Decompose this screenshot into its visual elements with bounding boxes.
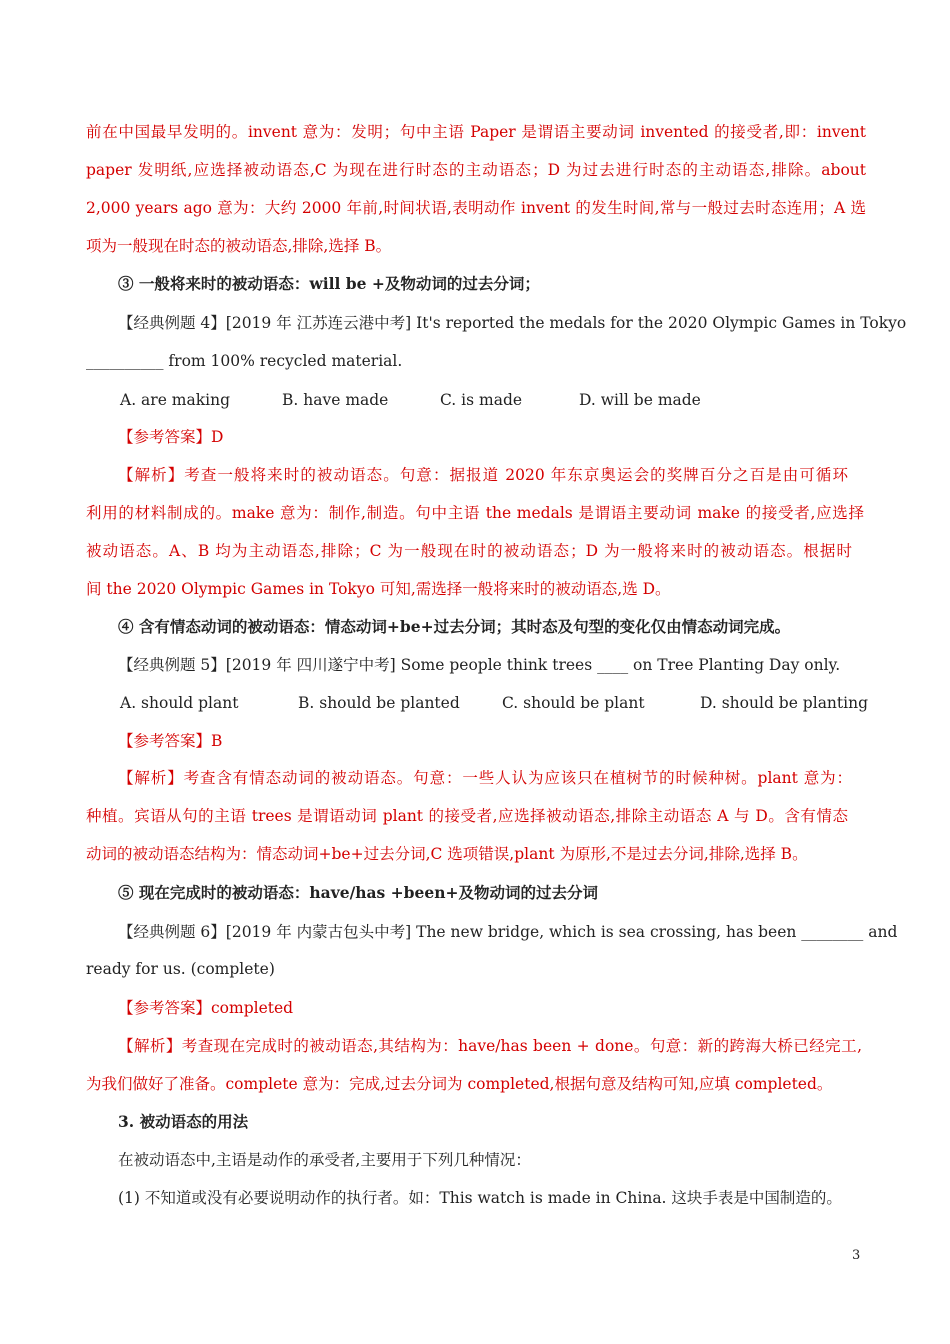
explanation-line: 为我们做好了准备。complete 意为：完成,过去分词为 completed,根据句意及结构可知,应填 completed。	[86, 1075, 833, 1093]
explanation-line: 被动语态。A、B 均为主动语态,排除；C 为一般现在时的被动语态；D 为一般将来时的被动语态。根据时	[86, 542, 852, 560]
section-heading: ④ 含有情态动词的被动语态：情态动词+be+过去分词；其时态及句型的变化仅由情态动词完成。	[118, 617, 791, 636]
explanation-line: 【解析】考查现在完成时的被动语态,其结构为：have/has been + done。句意：新的跨海大桥已经完工,	[118, 1037, 862, 1055]
example-question: 【经典例题 5】[2019 年 四川遂宁中考] Some people think trees ____ on Tree Planting Day only.	[118, 656, 841, 674]
answer-label: 【参考答案】D	[118, 428, 224, 446]
explanation-line: paper 发明纸,应选择被动语态,C 为现在进行时态的主动语态；D 为过去进行时态的主动语态,排除。about	[86, 161, 866, 179]
answer-label: 【参考答案】completed	[118, 999, 294, 1017]
explanation-line: 种植。宾语从句的主语 trees 是谓语动词 plant 的接受者,应选择被动语态,排除主动语态 A 与 D。含有情态	[86, 807, 848, 825]
example-question: ready for us. (complete)	[86, 960, 275, 978]
option-b: B. have made	[282, 391, 389, 409]
option-c: C. should be plant	[502, 694, 645, 712]
option-b: B. should be planted	[298, 694, 460, 712]
answer-label: 【参考答案】B	[118, 732, 223, 750]
option-c: C. is made	[440, 391, 523, 409]
option-d: D. will be made	[579, 391, 701, 409]
explanation-line: 动词的被动语态结构为：情态动词+be+过去分词,C 选项错误,plant 为原形,不是过去分词,排除,选择 B。	[86, 845, 808, 863]
example-question: 【经典例题 4】[2019 年 江苏连云港中考] It's reported the medals for the 2020 Olympic Games in Tokyo	[118, 314, 907, 332]
page-number: 3	[852, 1248, 861, 1263]
example-question: 【经典例题 6】[2019 年 内蒙古包头中考] The new bridge, which is sea crossing, has been ________ and	[118, 923, 898, 941]
option-d: D. should be planting	[700, 694, 869, 712]
explanation-line: 前在中国最早发明的。invent 意为：发明；句中主语 Paper 是谓语主要动词 invented 的接受者,即：invent	[86, 123, 866, 141]
explanation-line: 间 the 2020 Olympic Games in Tokyo 可知,需选择一般将来时的被动语态,选 D。	[86, 580, 671, 598]
explanation-line: 2,000 years ago 意为：大约 2000 年前,时间状语,表明动作 invent 的发生时间,常与一般过去时态连用；A 选	[86, 199, 866, 217]
paragraph: (1) 不知道或没有必要说明动作的执行者。如：This watch is made in China. 这块手表是中国制造的。	[118, 1189, 842, 1207]
section-heading: ③ 一般将来时的被动语态：will be +及物动词的过去分词；	[118, 274, 540, 293]
explanation-line: 利用的材料制成的。make 意为：制作,制造。句中主语 the medals 是谓语主要动词 make 的接受者,应选择	[86, 504, 864, 522]
explanation-line: 【解析】考查含有情态动词的被动语态。句意：一些人认为应该只在植树节的时候种树。plant 意为：	[118, 769, 852, 787]
section-heading: ⑤ 现在完成时的被动语态：have/has +been+及物动词的过去分词	[118, 883, 598, 902]
example-question: __________ from 100% recycled material.	[86, 352, 403, 370]
option-a: A. should plant	[120, 694, 239, 712]
explanation-line: 项为一般现在时态的被动语态,排除,选择 B。	[86, 237, 392, 255]
explanation-line: 【解析】考查一般将来时的被动语态。句意：据报道 2020 年东京奥运会的奖牌百分之百是由可循环	[118, 466, 848, 484]
paragraph: 在被动语态中,主语是动作的承受者,主要用于下列几种情况：	[118, 1151, 531, 1169]
option-a: A. are making	[120, 391, 230, 409]
section-heading: 3. 被动语态的用法	[118, 1112, 249, 1131]
